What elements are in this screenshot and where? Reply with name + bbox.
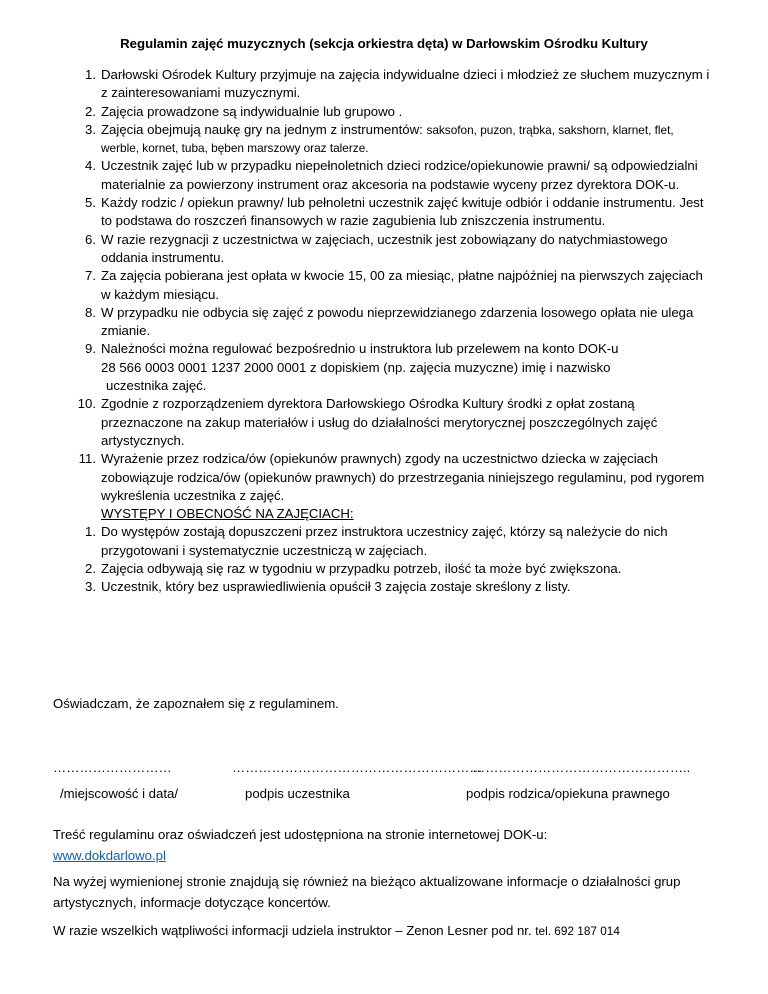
signature-label-participant: podpis uczestnika xyxy=(245,786,350,801)
signature-line-participant: ………………………………………………… xyxy=(232,760,483,775)
footer-paragraph-info: Na wyżej wymienionej stronie znajdują się również na bieżąco aktualizowane informacje o działalności grup artystycznych, informacje dotyczące koncertów. xyxy=(53,874,681,910)
list-item: 4. Uczestnik zajęć lub w przypadku niepełnoletnich dzieci rodzice/opiekunowie prawni/ są odpowiedzialni materialnie za powierzony instrument oraz akcesoria na podstawie wyceny przez dyrektora DOK-u. xyxy=(85,158,698,192)
list-item: 2. Zajęcia odbywają się raz w tygodniu w przypadku potrzeb, ilość ta może być zwiększona. xyxy=(85,561,622,577)
list-item: 3. Uczestnik, który bez usprawiedliwienia opuścił 3 zajęcia zostaje skreślony z listy. xyxy=(85,579,571,595)
list-item: 2. Zajęcia prowadzone są indywidualnie lub grupowo . xyxy=(85,103,403,119)
section-heading: WYSTĘPY I OBECNOŚĆ NA ZAJĘCIACH: xyxy=(101,506,354,522)
list-item: 9. Należności można regulować bezpośrednio u instruktora lub przelewem na konto DOK-u 28 566 0003 0001 1237 2000 0001 z dopiskiem (np. zajęcia muzyczne) imię i nazwisko uczestnika zajęć. xyxy=(85,341,619,394)
footer-paragraph-website: Treść regulaminu oraz oświadczeń jest udostępniona na stronie internetowej DOK-u: www.dokdarlowo.pl xyxy=(53,827,548,863)
list-item: 11. Wyrażenie przez rodzica/ów (opiekunów prawnych) zgody na uczestnictwo dziecka w zajęciach zobowiązuje rodzica/ów (opiekunów prawnych) do przestrzegania niniejszego regulaminu, pod rygorem wykreślenia uczestnika z zajęć. xyxy=(78,451,705,503)
list-item: 1. Darłowski Ośrodek Kultury przyjmuje na zajęcia indywidualne dzieci i młodzież ze słuchem muzycznym i z zainteresowaniami muzycznymi. xyxy=(85,67,710,101)
list-item: 5. Każdy rodzic / opiekun prawny/ lub pełnoletni uczestnik zajęć kwituje odbiór i oddanie instrumentu. Jest to podstawa do roszczeń finansowych w razie zagubienia lub zniszczenia instrumentu. xyxy=(85,195,704,229)
list-item: 10. Zgodnie z rozporządzeniem dyrektora Darłowskiego Ośrodka Kultury środki z opłat zostaną przeznaczone na zakup materiałów i usług do działalności merytorycznej poszczególnych zajęć artystycznych. xyxy=(77,396,658,448)
declaration-text: Oświadczam, że zapoznałem się z regulaminem. xyxy=(53,696,339,711)
list-item: 7. Za zajęcia pobierana jest opłata w kwocie 15, 00 za miesiąc, płatne najpóźniej na pierwszych zajęciach w każdym miesiącu. xyxy=(85,268,703,302)
list-item: 1. Do występów zostają dopuszczeni przez instruktora uczestnicy zajęć, którzy są należycie do nich przygotowani i systematycznie uczestniczą w zajęciach. xyxy=(85,524,668,558)
signature-line-place-date: ……………………… xyxy=(53,760,172,775)
signature-line-parent: ………………………………………….. xyxy=(472,760,691,775)
document-title: Regulamin zajęć muzycznych (sekcja orkiestra dęta) w Darłowskim Ośrodku Kultury xyxy=(120,36,648,51)
footer-paragraph-contact: W razie wszelkich wątpliwości informacji udziela instruktor – Zenon Lesner pod nr. tel. 692 187 014 xyxy=(53,923,620,938)
rules-list xyxy=(74,66,714,597)
website-link[interactable]: www.dokdarlowo.pl xyxy=(53,848,166,863)
list-item: 8. W przypadku nie odbycia się zajęć z powodu nieprzewidzianego zdarzenia losowego opłata nie ulega zmianie. xyxy=(85,304,694,339)
list-item: 6. W razie rezygnacji z uczestnictwa w zajęciach, uczestnik jest zobowiązany do natychmiastowego oddania instrumentu. xyxy=(85,231,668,265)
phone-number: tel. 692 187 014 xyxy=(535,924,620,938)
list-item: 3. Zajęcia obejmują naukę gry na jednym z instrumentów: saksofon, puzon, trąbka, sakshorn, klarnet, flet, werble, kornet, tuba, bęben marszowy oraz talerze. xyxy=(85,121,674,156)
signature-label-parent: podpis rodzica/opiekuna prawnego xyxy=(466,786,670,801)
signature-label-place-date: /miejscowość i data/ xyxy=(60,786,178,801)
